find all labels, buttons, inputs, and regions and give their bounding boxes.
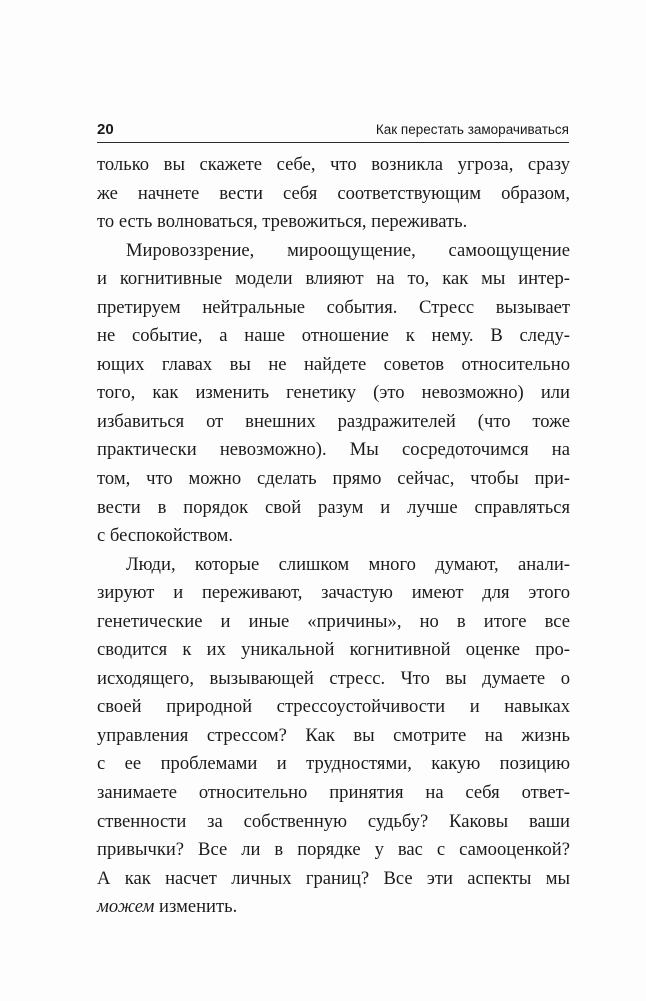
- text-line: зируют и переживают, зачастую имеют для этого: [97, 582, 570, 604]
- text-line-final: [97, 893, 570, 922]
- page-number: 20: [97, 121, 114, 138]
- text-line: только вы скажете себе, что возникла угроза, сразу: [97, 154, 570, 175]
- body-text: [97, 151, 570, 922]
- text-line: своей природной стрессоустойчивости и навыках: [97, 696, 570, 718]
- text-line: Люди, которые слишком много думают, анали-: [126, 553, 570, 575]
- paragraph-3: [97, 551, 570, 922]
- text-line: том, что можно сделать прямо сейчас, чтобы при-: [97, 468, 570, 490]
- text-line: с беспокойством.: [97, 525, 234, 547]
- text-line: не событие, а наше отношение к нему. В следу-: [97, 325, 570, 347]
- running-title: Как перестать заморачиваться: [375, 122, 569, 137]
- text-line: занимаете относительно принятия на себя ответ-: [97, 782, 570, 804]
- text-line: ющих главах вы не найдете советов относительно: [97, 353, 570, 375]
- text-line: то есть волноваться, тревожиться, переживать.: [97, 211, 468, 233]
- text-line: управления стрессом? Как вы смотрите на жизнь: [97, 724, 570, 746]
- text-line: генетические и иные «причины», но в итоге все: [97, 610, 570, 632]
- paragraph-2: [97, 237, 570, 551]
- text-line: претируем нейтральные события. Стресс вызывает: [97, 296, 570, 318]
- text-line: исходящего, вызывающей стресс. Что вы думаете о: [97, 667, 570, 689]
- text-line: с ее проблемами и трудностями, какую позицию: [97, 753, 570, 775]
- text-line: привычки? Все ли в порядке у вас с самооценкой?: [97, 839, 570, 861]
- text-line: ственности за собственную судьбу? Каковы ваши: [97, 810, 570, 832]
- text-line: Мировоззрение, мироощущение, самоощущение: [126, 239, 570, 261]
- text-line: избавиться от внешних раздражителей (что тоже: [97, 410, 570, 432]
- text-line: А как насчет личных границ? Все эти аспекты мы: [97, 867, 570, 889]
- running-header: [97, 118, 569, 143]
- paragraph-1: [97, 151, 570, 237]
- text-line: практически невозможно). Мы сосредоточимся на: [97, 439, 570, 461]
- text-line: и когнитивные модели влияют на то, как мы интер-: [97, 268, 570, 290]
- text-line: вести в порядок свой разум и лучше справляться: [97, 496, 570, 518]
- text-line: того, как изменить генетику (это невозможно) или: [97, 382, 570, 404]
- text-line: сводится к их уникальной когнитивной оценке про-: [97, 639, 570, 661]
- final-words: изменить.: [154, 896, 238, 918]
- emphasis-word: можем: [97, 896, 155, 918]
- text-line: же начнете вести себя соответствующим образом,: [97, 182, 570, 204]
